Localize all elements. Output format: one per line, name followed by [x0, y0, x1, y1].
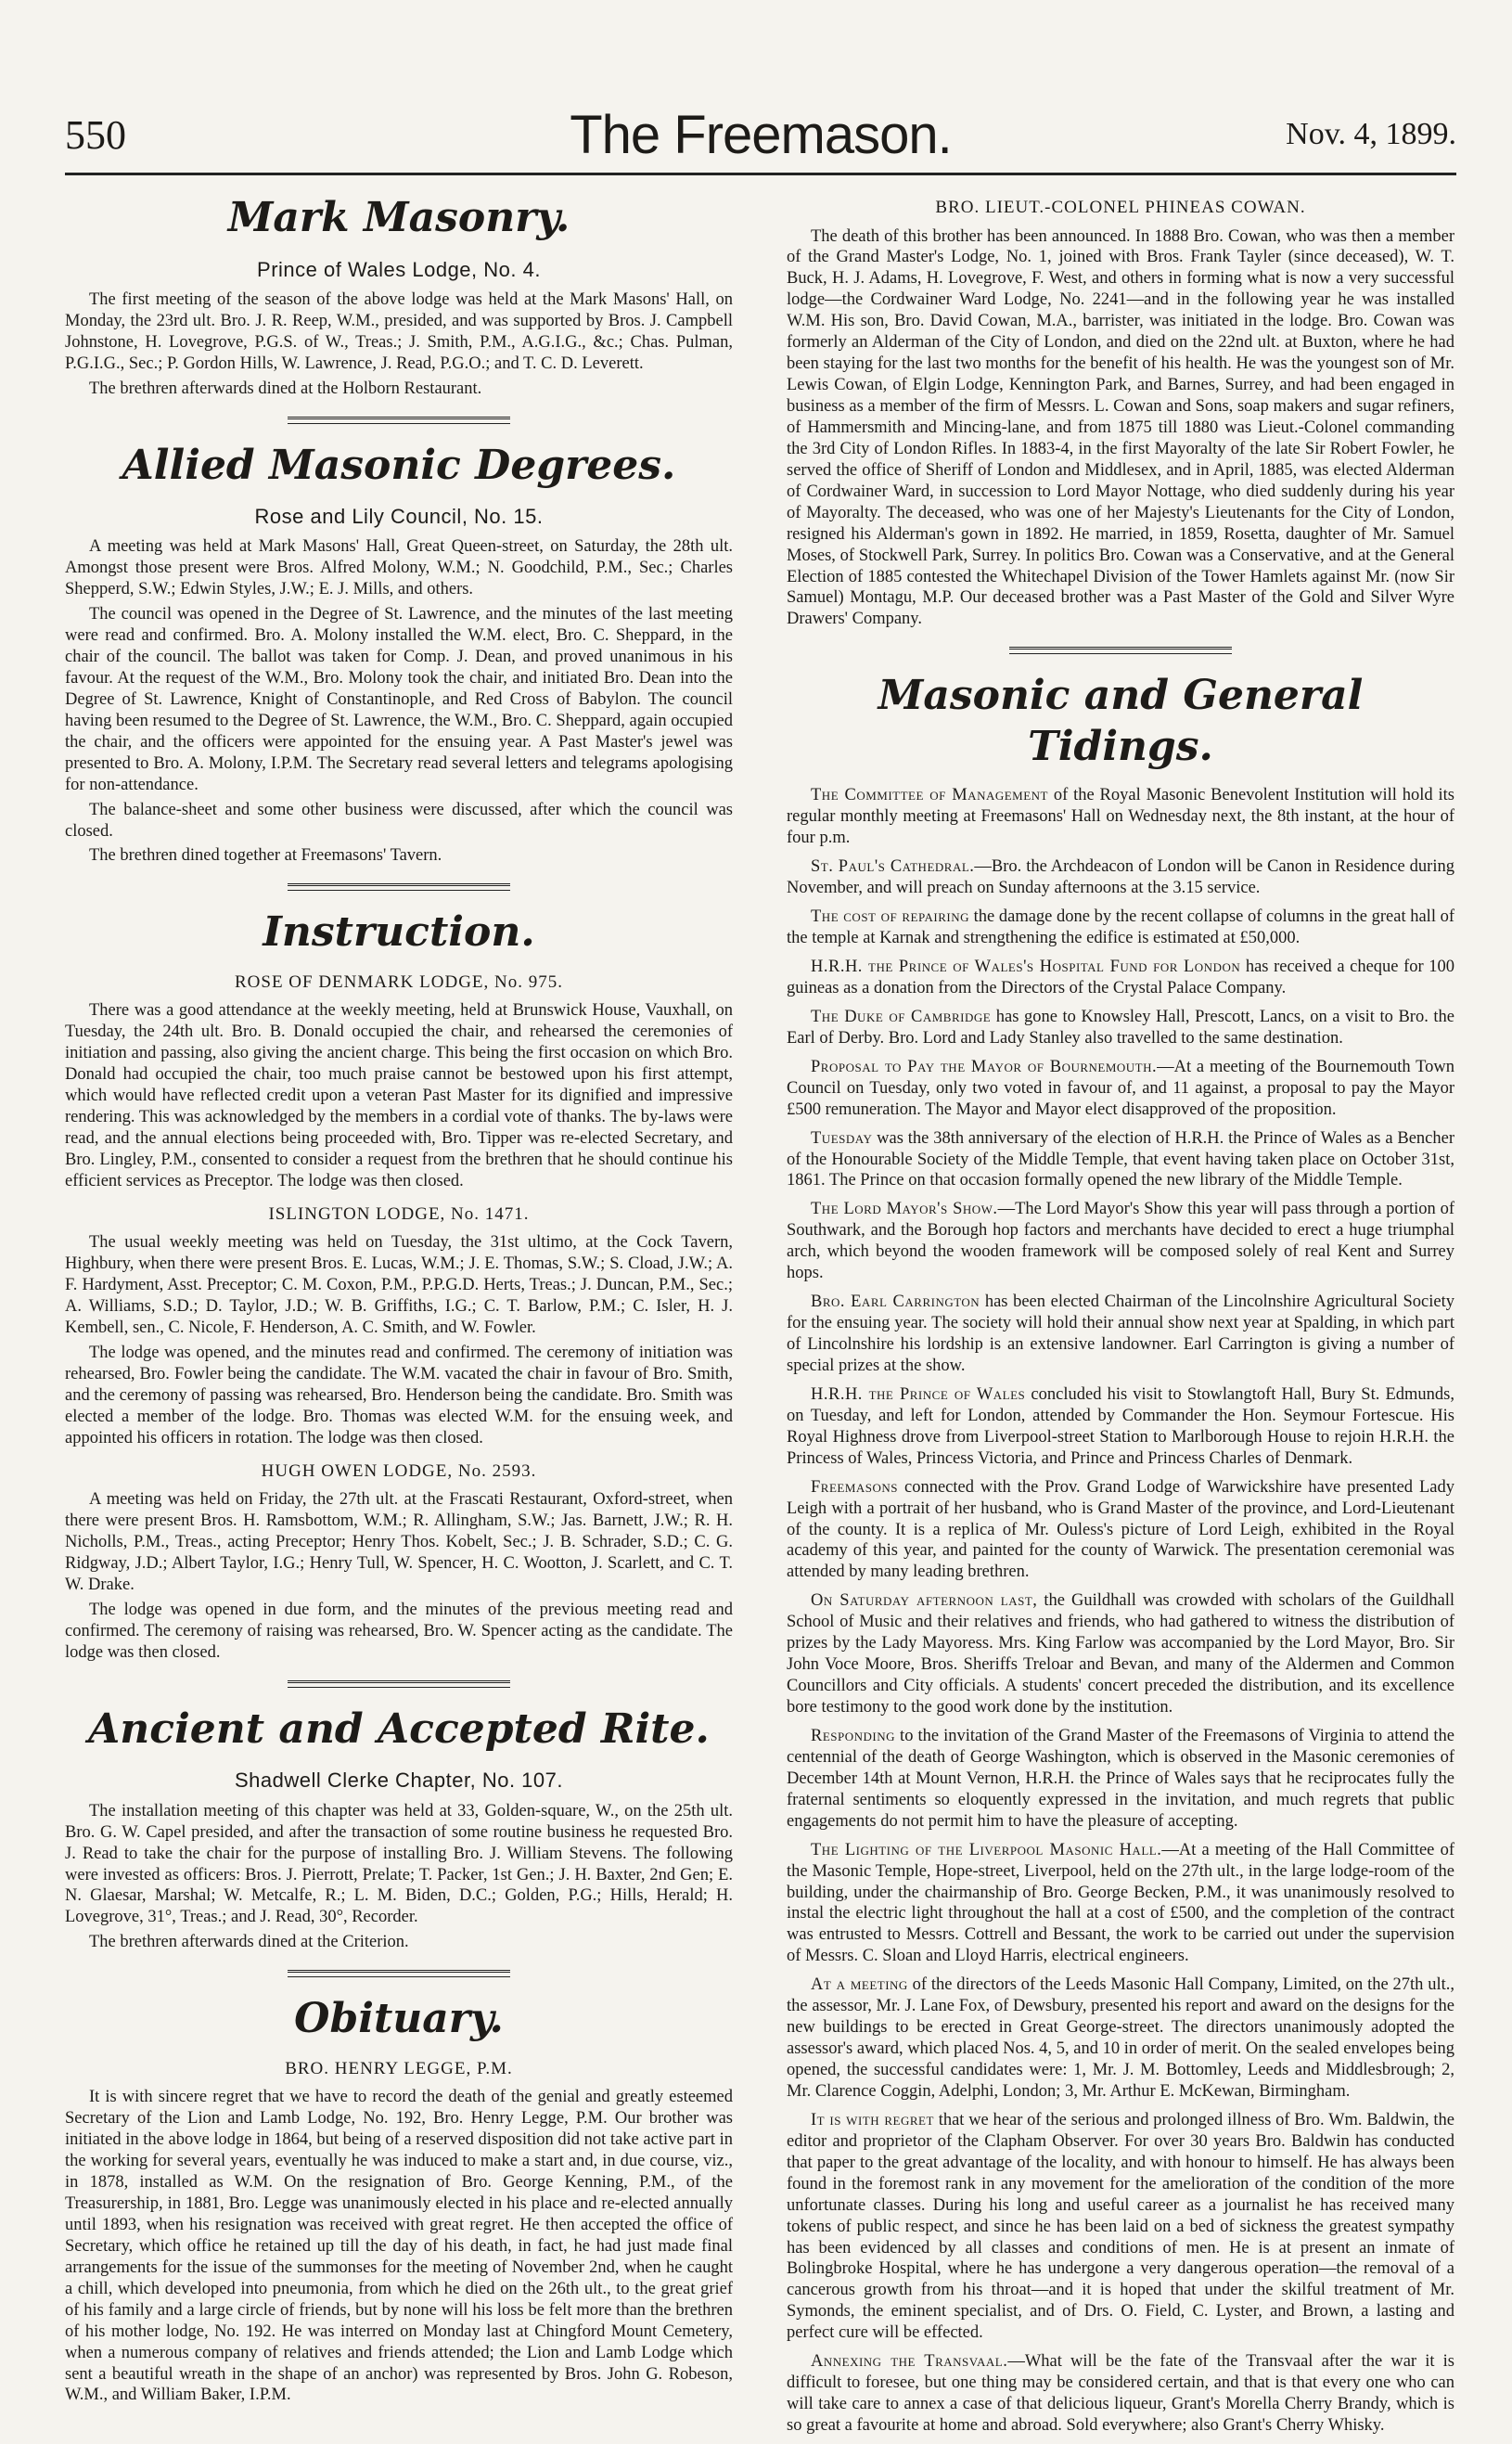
news-item-lead: The Lord Mayor's Show.: [811, 1200, 998, 1219]
divider: [288, 417, 510, 424]
news-item-body: —Bro. the Archdeacon of London will be Canon in Residence during November, and will preach on Sunday afternoons at the 3.15 service.: [787, 857, 1454, 898]
masthead: [65, 104, 1456, 169]
section-heading: Instruction.: [263, 908, 535, 957]
issue-date: Nov. 4, 1899.: [1286, 117, 1456, 151]
news-item-lead: The Committee of Management: [811, 786, 1048, 805]
divider: [1009, 647, 1232, 654]
news-item-text: [787, 1128, 1454, 1192]
news-item-text: [787, 856, 1454, 899]
divider: [288, 1970, 510, 1977]
paragraph: The brethren afterwards dined at the Criterion.: [89, 1933, 409, 1952]
news-item-lead: Freemasons: [811, 1477, 899, 1497]
news-item: [787, 1477, 1454, 1584]
news-item-text: [787, 907, 1454, 949]
news-item-lead: At a meeting: [811, 1975, 908, 1995]
paragraph: The first meeting of the season of the above lodge was held at the Mark Masons' Hall, on Monday, the 23rd ult. Bro. J. R. Reep, W.M., presided, and was supported by Bros. J. Campbell Johnstone, H. Lovegrove, P.G.S. of W., Treas.; J. Smith, P.M., A.G.I.G., &c.; Chas. Pulman, P.G.I.G., Sec.; P. Gordon Hills, W. Lawrence, J. Read, P.G.O.; and T. C. D. Leverett.: [65, 289, 733, 373]
news-item: [787, 907, 1454, 949]
left-column: [65, 186, 733, 2410]
news-item: [787, 1726, 1454, 1833]
news-item: [787, 1007, 1454, 1049]
news-item: [787, 1974, 1454, 2103]
news-item-body: that we hear of the serious and prolonged illness of Bro. Wm. Baldwin, the editor and proprietor of the Clapham Observer. For over 30 years Bro. Baldwin has conducted that paper to the great advantage of the locality, and with honour to himself. He has always been found in the foremost rank in any movement for the amelioration of the condition of the more unfortunate classes. During his long and useful career as a journalist he has received many tokens of public respect, and since he has been laid on a bed of sickness the greatest sympathy has been evidenced by all classes and conditions of men. He is at present an inmate of Bolingbroke Hospital, where he has undergone a very dangerous operation—the removal of a cancerous growth from his throat—and it is hoped that under the skilful treatment of Mr. Symonds, the eminent specialist, and of Drs. O. Field, C. Lyster, and Brown, a lasting and perfect cure will be effected.: [787, 2110, 1454, 2343]
news-item-lead: Tuesday: [811, 1128, 873, 1148]
news-item: [787, 1384, 1454, 1470]
news-item: [787, 785, 1454, 849]
news-item-text: [787, 1974, 1454, 2103]
news-item-lead: H.R.H. the Prince of Wales: [811, 1384, 1026, 1404]
news-item-text: [787, 957, 1454, 999]
news-item-lead: On Saturday afternoon last,: [811, 1591, 1038, 1611]
news-item-lead: The Lighting of the Liverpool Masonic Hall.: [811, 1840, 1162, 1859]
page-title: The Freemason.: [570, 105, 952, 165]
news-item-body: concluded his visit to Stowlangtoft Hall, Bury St. Edmunds, on Tuesday, and left for London, attended by Commander the Hon. Seymour Fortescue. His Royal Highness drove from Liverpool-street Station to Marlborough House to rejoin H.R.H. the Princess of Wales, Princess Victoria, and Prince and Princess Charles of Denmark.: [787, 1384, 1454, 1468]
paragraph: The brethren dined together at Freemasons' Tavern.: [89, 846, 442, 866]
section-subheading: Rose and Lily Council, No. 15.: [254, 505, 544, 529]
news-item-text: [787, 1199, 1454, 1284]
news-item-text: [787, 785, 1454, 849]
news-item-lead: Proposal to Pay the Mayor of Bournemouth.: [811, 1057, 1158, 1076]
news-item-text: [787, 2110, 1454, 2344]
paragraph: The usual weekly meeting was held on Tuesday, the 31st ultimo, at the Cock Tavern, Highbury, when there were present Bros. E. Lucas, W.M.; J. E. Thomas, S.W.; S. Cload, J.W.; A. F. Hardyment, Asst. Preceptor; C. M. Coxon, P.M., P.P.G.D. Herts, Treas.; J. Duncan, P.M., Sec.; A. Williams, S.D.; D. Taylor, J.D.; W. B. Griffiths, I.G.; C. T. Barlow, P.M.; C. Isler, H. J. Kembell, sen., C. Nicole, F. Henderson, A. C. Smith, and W. Fowler.: [65, 1233, 733, 1338]
news-item-body: has been elected Chairman of the Lincolnshire Agricultural Society for the ensuing year. The society will hold their annual show next year at Spalding, in which part of Lincolnshire his lordship is an extensive landowner. Earl Carrington is giving a number of special prizes at the show.: [787, 1293, 1454, 1375]
news-item-body: was the 38th anniversary of the election of H.R.H. the Prince of Wales as a Bencher of the Honourable Society of the Middle Temple, that event having taken place on October 31st, 1861. The Prince on that occasion formally opened the new library of the Middle Temple.: [787, 1128, 1454, 1190]
news-item-lead: St. Paul's Cathedral.: [811, 857, 975, 877]
news-item-lead: Annexing the Transvaal.: [811, 2352, 1008, 2372]
paragraph: The balance-sheet and some other business were discussed, after which the council was closed.: [65, 800, 733, 841]
news-item-lead: Responding: [811, 1726, 896, 1745]
news-item-body: of the directors of the Leeds Masonic Hall Company, Limited, on the 27th ult., the assessor, Mr. J. Lane Fox, of Dewsbury, presented his report and award on the designs for the new buildings to be erected in Great George-street. The directors unanimously adopted the assessor's award, which placed Nos. 4, 5, and 10 in order of merit. On the sealed envelopes being opened, the successful candidates were: 1, Mr. J. M. Bottomley, Leeds and Middlesbrough; 2, Mr. Clarence Coggin, Adelphi, London; 3, Mr. Arthur E. McKewan, Birmingham.: [787, 1975, 1454, 2101]
news-item-body: —The Lord Mayor's Show this year will pass through a portion of Southwark, and the Borough hop factors and merchants have decided to erect a huge triumphal arch, which beyond the wooden framework will be composed solely of real Kent and Surrey hops.: [787, 1200, 1454, 1283]
news-item: [787, 2110, 1454, 2344]
paragraph: A meeting was held on Friday, the 27th ult. at the Frascati Restaurant, Oxford-street, when there were present Bros. H. Ramsbottom, W.M.; R. Allingham, S.W.; Jas. Barnett, J.W.; R. H. Nicholls, P.M., Treas., acting Preceptor; Henry Thos. Kobelt, Sec.; J. B. Schrader, S.D.; C. G. Ridgway, J.D.; Albert Taylor, I.G.; Henry Tull, W. Spencer, H. C. Wootton, J. Scarlett, and C. T. W. Drake.: [65, 1490, 733, 1595]
obituary-name: BRO. HENRY LEGGE, P.M.: [285, 2058, 513, 2078]
paragraph: The installation meeting of this chapter was held at 33, Golden-square, W., on the 25th ult. Bro. G. W. Capel presided, and after the transaction of some routine business he requested Bro. J. Read to take the chair for the purpose of installing Bro. J. William Stevens. The following were invested as officers: Bros. J. Pierrott, Prelate; T. Packer, 1st Gen.; J. H. Baxter, 2nd Gen; E. N. Glaesar, Marshal; W. Metcalfe, R.; L. M. Biden, D.C.; Golden, P.G.; Hills, Herald; H. Lovegrove, 31°, Treas.; and J. Read, 30°, Recorder.: [65, 1801, 733, 1927]
news-item-lead: The Duke of Cambridge: [811, 1007, 992, 1026]
news-item: [787, 957, 1454, 999]
news-item-text: [787, 2351, 1454, 2437]
page-number: 550: [65, 112, 126, 158]
news-item: [787, 1128, 1454, 1192]
news-item-text: [787, 1292, 1454, 1377]
paragraph: The death of this brother has been announced. In 1888 Bro. Cowan, who was then a member of the Grand Master's Lodge, No. 1, joined with Bros. Frank Tayler (since deceased), W. T. Buck, H. J. Adams, H. Lovegrove, F. West, and others in forming what is now a very successful lodge—the Cordwainer Ward Lodge, No. 2241—and in the following year he was installed W.M. His son, Bro. David Cowan, M.A., barrister, was initiated in the lodge. Bro. Cowan was formerly an Alderman of the City of London, and died on the 22nd ult. at Buxton, where he had been staying for the last two months for the benefit of his health. He was the youngest son of Mr. Lewis Cowan, of Elgin Lodge, Kennington Park, and Barnes, Surrey, and had been engaged in business as a member of the firm of Messrs. L. Cowan and Sons, soap makers and sugar refiners, of Hammersmith and Mincing-lane, and from 1875 till 1880 was Lieut.-Colonel commanding the 3rd City of London Rifles. In 1883-4, in the first Mayoralty of the late Sir Robert Fowler, he served the office of Sheriff of London and Middlesex, and in April, 1885, was elected Alderman of Cordwainer Ward, in succession to Lord Mayor Nottage, who died suddenly during his year of Mayoralty. The deceased, who was one of her Majesty's Lieutenants for the City of London, resigned his Alderman's gown in 1892. He married, in 1859, Rosetta, daughter of Mr. Samuel Moses, of Stockwell Park, Surrey. In politics Bro. Cowan was a Conservative, and at the General Election of 1885 contested the Whitechapel Division of the Tower Hamlets against Mr. (now Sir Samuel) Montagu, M.P. Our deceased brother was a Past Master of the Gold and Silver Wyre Drawers' Company.: [787, 226, 1454, 629]
news-item-text: [787, 1590, 1454, 1718]
lodge-heading: HUGH OWEN LODGE, No. 2593.: [261, 1460, 537, 1481]
news-item-body: to the invitation of the Grand Master of the Freemasons of Virginia to attend the centennial of the death of George Washington, which is observed in the Masonic ceremonies of December 14th at Mount Vernon, H.R.H. the Prince of Wales says that he reciprocates fully the fraternal sentiments so eloquently expressed in the invitation, and much regrets that public engagements do not permit him to have the pleasure of accepting.: [787, 1726, 1454, 1831]
tidings-list: [787, 785, 1454, 2437]
news-item-body: the damage done by the recent collapse of columns in the great hall of the temple at Karnak and strengthening the edifice is estimated at £50,000.: [787, 907, 1455, 948]
lodge-heading: ROSE OF DENMARK LODGE, No. 975.: [234, 971, 563, 992]
section-subheading: Shadwell Clerke Chapter, No. 107.: [234, 1769, 564, 1793]
section-heading: Ancient and Accepted Rite.: [88, 1704, 710, 1753]
divider: [288, 883, 510, 891]
news-item-text: [787, 1726, 1454, 1833]
news-item-text: [787, 1057, 1454, 1121]
section-heading: Masonic and General Tidings.: [878, 672, 1364, 770]
news-item: [787, 1199, 1454, 1284]
news-item-lead: It is with regret: [811, 2110, 934, 2129]
news-item-body: of the Royal Masonic Benevolent Institution will hold its regular monthly meeting at Freemasons' Hall on Wednesday next, the 8th instant, at the hour of four p.m.: [787, 786, 1454, 848]
news-item: [787, 2351, 1454, 2437]
paragraph: The council was opened in the Degree of St. Lawrence, and the minutes of the last meeting were read and confirmed. Bro. A. Molony installed the W.M. elect, Bro. C. Sheppard, in the chair of the council. The ballot was taken for Comp. J. Dean, and proved unanimous in his favour. At the request of the W.M., Bro. Molony took the chair, and initiated Bro. Dean into the Degree of St. Lawrence, Knight of Constantinople, and Red Cross of Babylon. The council having been resumed to the Degree of St. Lawrence, the W.M., Bro. C. Sheppard, again occupied the chair, and the officers were appointed for the ensuing year. A Past Master's jewel was presented to Bro. A. Molony, I.P.M. The Secretary read several letters and telegrams apologising for non-attendance.: [65, 605, 733, 794]
divider: [288, 1680, 510, 1688]
right-column: [787, 186, 1454, 2444]
news-item-lead: The cost of repairing: [811, 907, 970, 927]
news-item-text: [787, 1477, 1454, 1584]
news-item: [787, 1057, 1454, 1121]
header-rule: [65, 173, 1456, 175]
news-item-text: [787, 1384, 1454, 1470]
news-item-lead: Bro. Earl Carrington: [811, 1293, 980, 1312]
paragraph: The lodge was opened in due form, and the minutes of the previous meeting read and confirmed. The ceremony of raising was rehearsed, Bro. W. Spencer acting as the candidate. The lodge was then closed.: [65, 1601, 733, 1662]
section-heading: Mark Masonry.: [227, 194, 570, 241]
news-item-body: connected with the Prov. Grand Lodge of Warwickshire have presented Lady Leigh with a portrait of her husband, who is Grand Master of the province, and Lord-Lieutenant of the county. It is a replica of Mr. Ouless's picture of Lord Leigh, exhibited in the Royal academy of this year, and painted for the county of Warwick. The presentation ceremonial was attended by many leading brethren.: [787, 1477, 1454, 1582]
news-item: [787, 1292, 1454, 1377]
news-item-text: [787, 1007, 1454, 1049]
news-item-body: —At a meeting of the Bournemouth Town Council on Tuesday, only two voted in favour of, and 11 against, a proposal to pay the Mayor £500 remuneration. The Mayor and Mayor elect disapproved of the proposition.: [787, 1057, 1454, 1119]
lodge-heading: ISLINGTON LODGE, No. 1471.: [268, 1203, 530, 1224]
paragraph: The lodge was opened, and the minutes read and confirmed. The ceremony of initiation was rehearsed, Bro. Fowler being the candidate. The W.M. vacated the chair in favour of Bro. Smith, and the ceremony of passing was rehearsed, Bro. Henderson being the candidate. Bro. Smith was elected a member of the lodge. Bro. Thomas was elected W.M. for the ensuing week, and appointed his officers in rotation. The lodge was then closed.: [65, 1344, 733, 1447]
obituary-name: BRO. LIEUT.-COLONEL PHINEAS COWAN.: [935, 198, 1306, 217]
news-item-body: —What will be the fate of the Transvaal after the war it is difficult to foresee, but one thing may be considered certain, and that is that every one who can will take care to annex a case of that delicious liqueur, Grant's Morella Cherry Brandy, which is so great a favourite at home and abroad. Sold everywhere; also Grant's Cherry Whisky.: [787, 2352, 1454, 2436]
news-item-body: has received a cheque for 100 guineas as a donation from the Directors of the Crystal Palace Company.: [787, 958, 1454, 997]
news-item-lead: H.R.H. the Prince of Wales's Hospital Fund for London: [811, 958, 1241, 977]
news-item: [787, 856, 1454, 899]
news-item-body: —At a meeting of the Hall Committee of the Masonic Temple, Hope-street, Liverpool, held on the 27th ult., in the large lodge-room of the building, under the chairmanship of Bro. George Becken, P.M., it was unanimously resolved to instal the electric light throughout the hall at a cost of £500, and the completion of the contract was entrusted to Messrs. Cottrell and Bessant, the work to be carried out under the supervision of Messrs. C. Sloan and Lloyd Harris, electrical engineers.: [787, 1840, 1454, 1966]
news-item-body: has gone to Knowsley Hall, Prescott, Lancs, on a visit to Bro. the Earl of Derby. Bro. Lord and Lady Stanley also travelled to the same destination.: [787, 1007, 1455, 1048]
news-item: [787, 1840, 1454, 1968]
news-item: [787, 1590, 1454, 1718]
news-item-body: the Guildhall was crowded with scholars of the Guildhall School of Music and their relatives and friends, who had gathered to witness the distribution of prizes by the Lady Mayoress. Mrs. King Farlow was accompanied by the Lord Mayor, Bro. Sir John Voce Moore, Bros. Sheriffs Treloar and Bevan, and many of the Aldermen and Common Councillors and City officials. A students' concert preceded the distribution, and its excellence bore testimony to the good work done by the institution.: [787, 1591, 1454, 1717]
paragraph: It is with sincere regret that we have to record the death of the genial and greatly esteemed Secretary of the Lion and Lamb Lodge, No. 192, Bro. Henry Legge, P.M. Our brother was initiated in the above lodge in 1864, but being of a reserved disposition did not take active part in the working for several years, eventually he was induced to make a start and, in due course, viz., in 1878, installed as W.M. On the resignation of Bro. George Kenning, P.M., of the Treasurership, in 1881, Bro. Legge was unanimously elected in his place and re-elected annually until 1893, when his resignation was received with great regret. He then accepted the office of Secretary, which office he retained up till the day of his death, in fact, he had just made final arrangements for the issue of the summonses for the meeting of November 2nd, when he caught a chill, which developed into pneumonia, from which he died on the 26th ult., to the great grief of his family and a large circle of friends, but by none will his loss be felt more than the brethren of his mother lodge, No. 192. He was interred on Monday last at Chingford Mount Cemetery, when a numerous company of relatives and friends attended; the Lion and Lamb Lodge which sent a beautiful wreath in the shape of an anchor) was represented by Bros. John G. Robeson, W.M., and William Baker, I.P.M.: [65, 2088, 733, 2405]
section-heading: Obituary.: [294, 1995, 504, 2043]
paragraph: The brethren afterwards dined at the Holborn Restaurant.: [89, 379, 482, 398]
section-subheading: Prince of Wales Lodge, No. 4.: [257, 257, 541, 281]
news-item-text: [787, 1840, 1454, 1968]
section-heading: Allied Masonic Degrees.: [122, 441, 676, 489]
paragraph: There was a good attendance at the weekly meeting, held at Brunswick House, Vauxhall, on Tuesday, the 24th ult. Bro. B. Donald occupied the chair, and rehearsed the ceremonies of initiation and passing, also giving the ancient charge. This being the first occasion on which Bro. Donald had occupied the chair, too much praise cannot be bestowed upon his first attempt, which would have reflected credit upon a veteran Past Master for its dignified and impressive rendering. This was acknowledged by the members in a cordial vote of thanks. The by-laws were read, and the annual elections being proceeded with, Bro. Tipper was re-elected Secretary, and Bro. Lingley, P.M., consented to consider a request from the brethren that he should continue his efficient services as Preceptor. The lodge was then closed.: [65, 1001, 733, 1190]
paragraph: A meeting was held at Mark Masons' Hall, Great Queen-street, on Saturday, the 28th ult. Amongst those present were Bros. Alfred Molony, W.M.; N. Goodchild, P.M., Sec.; Charles Shepperd, S.W.; Edwin Styles, J.W.; E. J. Mills, and others.: [65, 537, 733, 599]
